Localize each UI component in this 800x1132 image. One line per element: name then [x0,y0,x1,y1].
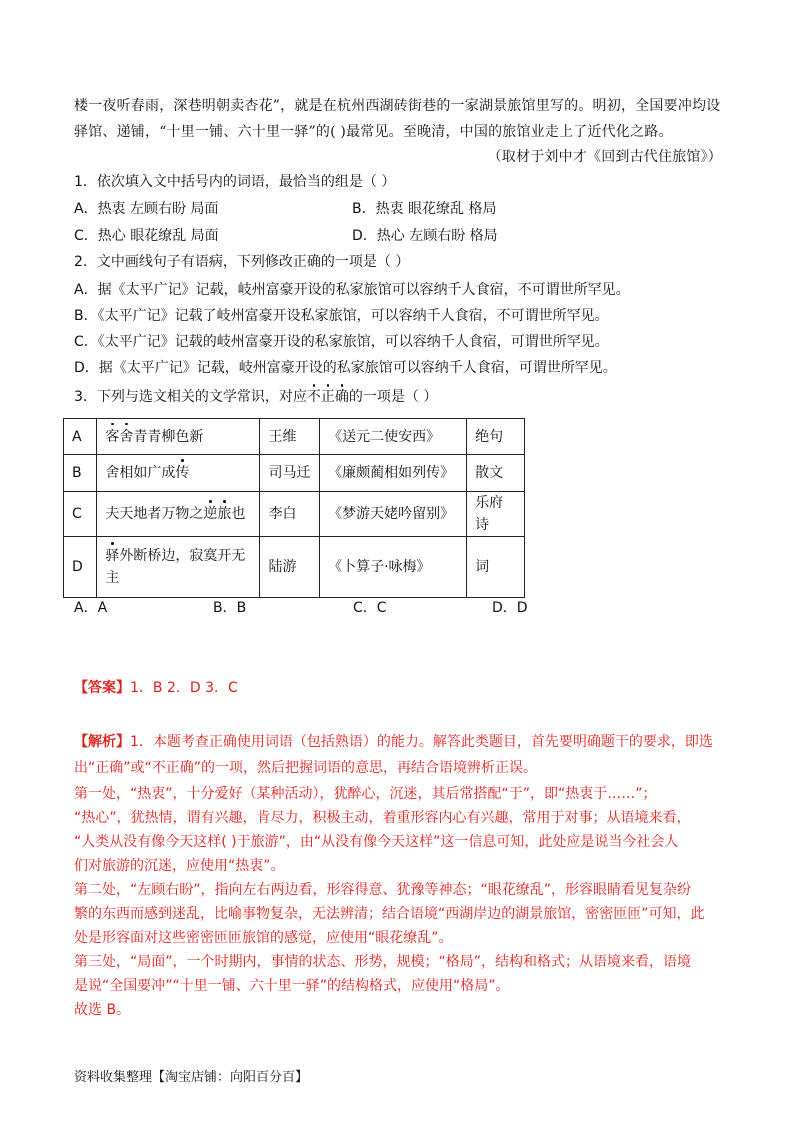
quote-dotted: 客舍 [105,429,133,445]
q3-stem-emphasis [307,389,349,405]
row-label: B [64,455,97,492]
quote-cell [97,537,260,598]
work-cell: 《卜算子·咏梅》 [320,537,467,598]
analysis-tag: 【解析】 [74,734,130,750]
quote-cell [97,419,260,455]
q2-option-d: D．据《太平广记》记载，岐州富豪开设的私家旅馆可以容纳千人食宿，可谓世所罕见。 [74,360,617,376]
literature-table [63,418,525,598]
table-row [64,537,525,598]
q1-option-b: B．热衷 眼花缭乱 格局 [352,201,497,217]
quote-post: 外断桥边，寂寞开无主 [105,548,246,586]
quote-post: 青青柳色新 [133,428,204,445]
genre-cell: 乐府诗 [467,492,525,537]
analysis-line: 们对旅游的沉迷，应使用“热衷”。 [74,858,285,874]
genre-cell: 散文 [467,455,525,492]
q3-choice-d: D．D [492,600,528,616]
author-cell: 李白 [260,492,320,537]
footer-source: 资料收集整理【淘宝店铺：向阳百分百】 [74,1070,309,1085]
q2-stem: 2．文中画线句子有语病，下列修改正确的一项是（ ） [74,254,410,270]
analysis-line: 是说“全国要冲”“十里一铺、六十里一驿”的结构格式，应使用“格局”。 [74,978,510,994]
q3-choice-a: A．A [74,600,108,616]
analysis-line: “热心”，犹热情，谓有兴趣，肯尽力，积极主动，着重形容内心有兴趣，常用于对事；从语境来看， [74,810,691,826]
quote-dotted: 逆旅 [203,506,231,522]
row-label: D [64,537,97,598]
emphasis-char: 不 [306,389,321,405]
quote-post: 也 [231,506,246,522]
analysis-line: 第三处，“局面”，一个时期内，事情的状态、形势，规模；“格局”，结构和格式；从语境来看，语境 [74,954,692,970]
answer-text: 1．B 2．D 3．C [130,680,238,696]
q2-option-a: A．据《太平广记》记载，岐州富豪开设的私家旅馆可以容纳千人食宿，不可谓世所罕见。 [74,282,630,298]
quote-cell [97,455,260,492]
analysis-line-1 [74,732,713,752]
author-cell: 司马迁 [260,455,320,492]
q1-option-d: D．热心 左顾右盼 格局 [352,228,498,244]
table-row [64,455,525,492]
analysis-line: 第二处，“左顾右盼”，指向左右两边看，形容得意、犹豫等神态；“眼花缭乱”，形容眼睛看见复杂纷 [74,882,692,898]
quote-dotted: 驿 [105,548,119,564]
work-cell: 《梦游天姥吟留别》 [320,492,467,537]
q3-choice-c: C．C [353,600,387,616]
q3-stem-prefix: 3．下列与选文相关的文学常识，对应 [74,389,307,405]
analysis-line: 故选 B。 [74,1002,131,1018]
row-label: A [64,419,97,455]
quote-pre: 夫天地者万物之 [105,506,204,522]
emphasis-char: 正 [320,389,335,405]
work-cell: 《送元二使安西》 [320,419,467,455]
author-cell: 陆游 [260,537,320,598]
analysis-line: 第一处，“热衷”，十分爱好（某种活动），犹醉心，沉迷，其后常搭配“于”，即“热衷于……”； [74,786,657,802]
q1-option-c: C．热心 眼花缭乱 局面 [74,228,219,244]
answer-tag: 【答案】 [74,680,130,696]
table-row [64,419,525,455]
intro-line-1: 楼一夜听春雨，深巷明朝卖杏花”，就是在杭州西湖砖街巷的一家湖景旅馆里写的。明初，全国要冲均设 [74,98,721,114]
q3-stem-suffix: 的一项是（ ） [348,389,438,405]
quote-cell [97,492,260,537]
q3-choice-b: B．B [213,600,247,616]
q3-stem [74,387,437,407]
q2-option-b: B．《太平广记》记载了岐州富豪开设私家旅馆，可以容纳千人食宿，不可谓世所罕见。 [74,308,609,324]
row-label: C [64,492,97,537]
analysis-line: 处是形容面对这些密密匝匝旅馆的感觉，应使用“眼花缭乱”。 [74,930,453,946]
q1-stem: 1．依次填入文中括号内的词语，最恰当的组是（ ） [74,174,396,190]
genre-cell: 词 [467,537,525,598]
analysis-line: 繁的东西而感到迷乱，比喻事物复杂，无法辨清；结合语境“西湖岸边的湖景旅馆，密密匝匝”可知，此 [74,906,705,922]
genre-cell: 绝句 [467,419,525,455]
q1-option-a: A．热衷 左顾右盼 局面 [74,201,219,217]
analysis-text: 1．本题考查正确使用词语（包括熟语）的能力。解答此类题目，首先要明确题干的要求，即选 [130,734,713,750]
analysis-line: 出“正确”或“不正确”的一项，然后把握词语的意思，再结合语境辨析正误。 [74,760,538,776]
emphasis-char: 确 [334,389,349,405]
table-row [64,492,525,537]
intro-source: （取材于刘中才《回到古代住旅馆》） [487,149,722,165]
work-cell: 《廉颇蔺相如列传》 [320,455,467,492]
quote-dotted: 传 [175,465,189,481]
intro-line-2: 驿馆、递铺，“十里一铺、六十里一驿”的( )最常见。至晚清，中国的旅馆业走上了近代化之路。 [74,124,673,140]
analysis-line: “人类从没有像今天这样( )于旅游”，由“从没有像今天这样”这一信息可知，此处应是说当今社会人 [74,834,679,850]
answer-line [74,678,238,698]
author-cell: 王维 [260,419,320,455]
quote-pre: 舍相如广成 [105,465,176,481]
q2-option-c: C．《太平广记》记载的岐州富豪开设的私家旅馆，可以容纳千人食宿，可谓世所罕见。 [74,334,609,350]
